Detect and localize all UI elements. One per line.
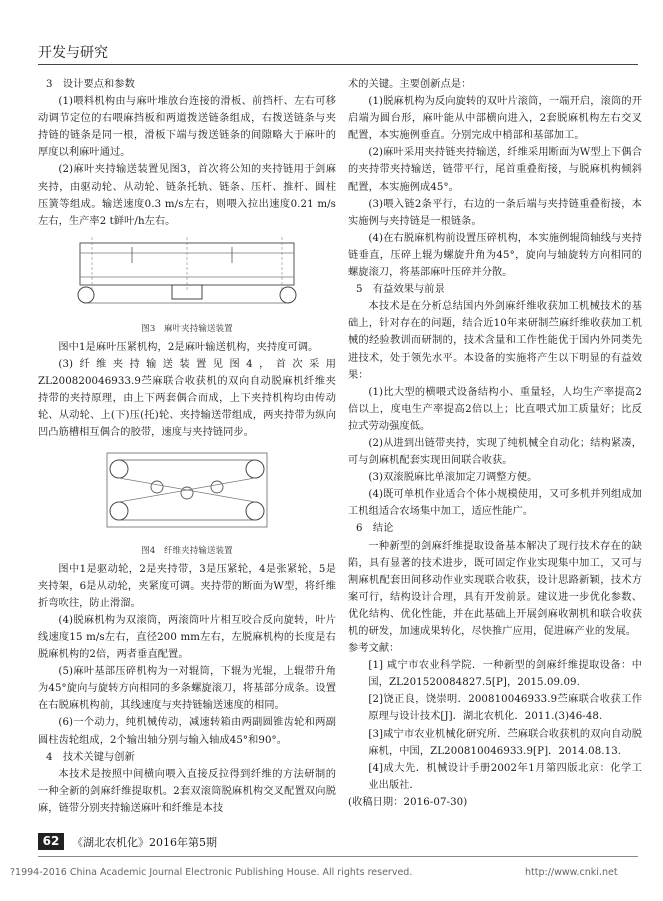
paragraph: (1)脱麻机构为反向旋转的双叶片滚筒，一端开启，滚筒的开启端为圆台形，麻叶能从中部横向进入，2套脱麻机构左右交叉配置，本实施例垂直。分别完成中梢部和基部加工。 bbox=[348, 96, 642, 142]
paragraph: (2)从进到出链带夹持，实现了纯机械全自动化；结构紧凑，可与剑麻机配套实现田间联合收获。 bbox=[348, 437, 642, 467]
paragraph: (1)喂料机构由与麻叶堆放台连接的滑板、前挡杆、左右可移动调节定位的右喂麻挡板和两道拨送链条组成，右拨送链条与夹持链的链条是同一根，滑板下端与拨送链条的间隙略大于麻叶的厚度以利麻叶通过。 bbox=[38, 96, 336, 159]
figure-3-caption: 图3 麻叶夹持输送装置 bbox=[141, 323, 233, 334]
site-link[interactable]: http://www.cnki.net bbox=[525, 867, 618, 878]
figure-3 bbox=[38, 233, 336, 335]
journal-name: 《湖北农机化》2016年第5期 bbox=[72, 836, 217, 849]
reference-item: [2]饶正良，饶崇明．200810046933.9苎麻联合收获工作原理与设计技术[J]．湖北农机化．2011.(3)46-48. bbox=[368, 694, 642, 723]
paragraph: 本技术是在分析总结国内外剑麻纤维收获加工机械技术的基础上，针对存在的问题，结合近10年来研制苎麻纤维收获加工机械的经验教训而研制的，技术含量和工作性能优于国内外同类先进技术，处于领先水平。本设备的实施将产生以下明显的有益效果： bbox=[348, 301, 642, 381]
paragraph: (3)纤维夹持输送装置见图4，首次采用ZL200820046933.9苎麻联合收获机的双向自动脱麻机纤维夹持带的夹持原理，由上下两套偶合而成，上下夹持机构均由传动轮、从动轮、上(下)压(托)轮、夹持输送带组成，两夹持带为纵向凹凸筋槽相互偶合的胶带，速度与夹持链同步。 bbox=[38, 359, 336, 439]
paragraph: (4)既可单机作业适合个体小规模使用，又可多机并列组成加工机组适合农场集中加工，适应性能广。 bbox=[348, 489, 642, 518]
figure-4 bbox=[38, 445, 336, 557]
copyright-notice: ?1994-2016 China Academic Journal Electronic Publishing House. All rights reserved. bbox=[10, 867, 413, 878]
footer-rule bbox=[38, 856, 638, 857]
figure-4-drawing bbox=[87, 445, 287, 537]
paragraph: (4)脱麻机构为双滚筒，两滚筒叶片相互咬合反向旋转，叶片线速度15 m/s左右，直径200 mm左右，左脱麻机构的长度是右脱麻机构的2倍，两者垂直配置。 bbox=[38, 614, 336, 661]
paragraph: (4)在右脱麻机构前设置压碎机构，本实施例辊筒轴线与夹持链垂直，压碎上辊为螺旋升角为45°，旋向与轴旋转方向相同的螺旋滚刀，将基部麻叶压碎并分散。 bbox=[348, 232, 642, 279]
figure-4-caption: 图4 纤维夹持输送装置 bbox=[141, 545, 233, 556]
paragraph: 一种新型的剑麻纤维提取设备基本解决了现行技术存在的缺陷，具有显著的技术进步，既可固定作业实现集中加工，又可与割麻机配套田间移动作业实现联合收获，设计思路新颖，技术方案可行，结构设计合理，具有开发前景。建议进一步优化参数、优化结构、优化性能，并在此基础上开展剑麻收割机和联合收获机的研发，加速成果转化，尽快推广应用，促进麻产业的发展。 bbox=[348, 540, 642, 637]
reference-item: [4]成大先．机械设计手册2002年1月第四版北京：化学工业出版社． bbox=[368, 762, 642, 791]
paragraph: 图中1是驱动轮，2是夹持带，3是压紧轮，4是张紧轮，5是夹持架，6是从动轮，夹紧度可调。夹持带的断面为W型，将纤维折弯吹往，防止滑溜。 bbox=[38, 563, 336, 609]
received-date: (收稿日期：2016-07-30) bbox=[348, 796, 468, 808]
paragraph: (5)麻叶基部压碎机构为一对辊筒，下辊为光辊，上辊带升角为45°旋向与旋转方向相同的多条螺旋滚刀，将基部分成条。设置在右脱麻机构前，其线速度与夹持链输送速度的相同。 bbox=[38, 666, 336, 712]
paragraph: 术的关键。主要创新点是： bbox=[348, 79, 472, 90]
page-number: 62 bbox=[38, 833, 64, 850]
figure-3-drawing bbox=[72, 233, 302, 315]
paragraph: (3)喂入链2条平行，右边的一条后端与夹持链重叠衔接，本实施例与夹持链是一根链条。 bbox=[348, 198, 642, 227]
section-5-title: 5 有益效果与前景 bbox=[356, 284, 445, 296]
section-3-title: 3 设计要点和参数 bbox=[46, 79, 135, 90]
references-title: 参考文献： bbox=[348, 643, 400, 655]
paragraph: (3)双滚脱麻比单滚加定刀调整方便。 bbox=[368, 472, 538, 484]
left-column bbox=[38, 76, 336, 817]
section-6-title: 6 结论 bbox=[356, 523, 394, 535]
paragraph: (6)一个动力，纯机械传动，减速转箱由两副圆锥齿轮和两副圆柱齿轮组成，2个输出轴分别与输入轴成45°和90°。 bbox=[38, 717, 336, 746]
paragraph: (2)麻叶夹持输送装置见图3，首次将公知的夹持链用于剑麻夹持，由驱动轮、从动轮、链条托轨、链条、压杆、推杆、圆柱压簧等组成。输送速度0.3 m/s左右，则喂入拉出速度0.21 m/s左右，生产率2 t鲜叶/h左右。 bbox=[38, 164, 336, 227]
section-header: 开发与研究 bbox=[38, 45, 108, 61]
right-column bbox=[348, 76, 642, 811]
paragraph: 图中1是麻叶压紧机构，2是麻叶输送机构，夹持度可调。 bbox=[58, 341, 319, 353]
paragraph: (2)麻叶采用夹持链夹持输送，纤维采用断面为W型上下偶合的夹持带夹持输送，链带平行，尾首重叠衔接，与脱麻机构倾斜配置，本实施例成45°。 bbox=[348, 147, 642, 193]
section-4-title: 4 技术关键与创新 bbox=[46, 751, 135, 763]
reference-item: [3]咸宁市农业机械化研究所．苎麻联合收获机的双向自动脱麻机，中国，ZL200810046933.9[P]．2014.08.13. bbox=[368, 728, 642, 757]
reference-item: [1] 咸宁市农业科学院．一种新型的剑麻纤维提取设备：中国，ZL201520084827.5[P]，2015.09.09. bbox=[368, 660, 642, 689]
paragraph: (1)比大型的横喂式设备结构小、重量轻，人均生产率提高2倍以上，度电生产率提高2倍以上；比直喂式加工质量好；比反拉式劳动强度低。 bbox=[348, 386, 642, 432]
header-rule bbox=[38, 64, 638, 65]
paragraph: 本技术是按照中间横向喂入直接反拉得到纤维的方法研制的一种全新的剑麻纤维提取机。2套双滚筒脱麻机构交叉配置双向脱麻，链带分别夹持输送麻叶和纤维是本技 bbox=[38, 768, 336, 814]
